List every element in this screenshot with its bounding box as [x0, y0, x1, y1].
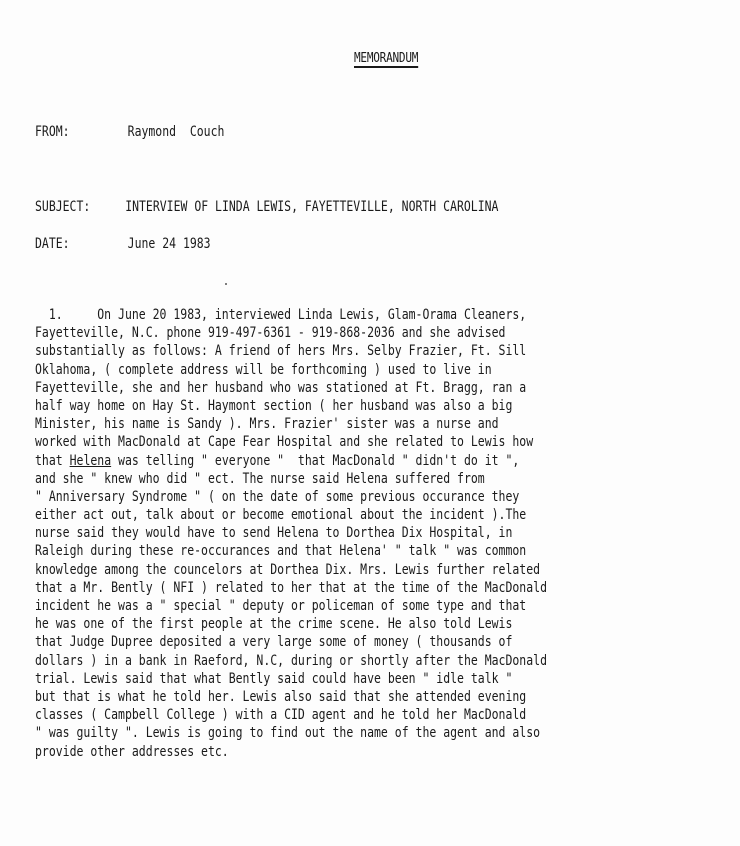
date-value: June 24 1983	[127, 236, 211, 252]
body-line: that Judge Dupree deposited a very large some of money ( thousands of	[35, 634, 513, 651]
underlined-name-helena: Helena	[69, 452, 112, 469]
body-line: either act out, talk about or become emotional about the incident ).The	[35, 507, 527, 524]
body-line: incident he was a " special " deputy or policeman of some type and that	[35, 598, 527, 614]
body-line: and she " knew who did " ect. The nurse said Helena suffered from	[35, 470, 485, 487]
memo-title: MEMORANDUM	[354, 50, 419, 66]
date-field	[35, 236, 211, 252]
body-line: " was guilty ". Lewis is going to find out the name of the agent and also	[35, 725, 541, 742]
memo-body-paragraph	[35, 306, 699, 761]
from-field	[35, 124, 224, 140]
body-line: that a Mr. Bently ( NFI ) related to her that at the time of the MacDonald	[35, 579, 547, 596]
from-label: FROM:	[35, 124, 70, 140]
body-line: Minister, his name is Sandy ). Mrs. Frazier' sister was a nurse and	[35, 416, 499, 433]
body-line: worked with MacDonald at Cape Fear Hospital and she related to Lewis how	[35, 434, 534, 451]
body-line: half way home on Hay St. Haymont section ( her husband was also a big	[35, 397, 513, 414]
body-line: Fayetteville, she and her husband who was stationed at Ft. Bragg, ran a	[35, 379, 527, 396]
body-line: but that is what he told her. Lewis also said that she attended evening	[35, 688, 527, 705]
body-line: " Anniversary Syndrome " ( on the date of some previous occurance they	[35, 488, 520, 505]
subject-field	[35, 199, 498, 215]
from-value: Raymond Couch	[127, 124, 225, 140]
body-line-prefix: that	[35, 452, 70, 469]
body-line-suffix: was telling " everyone " that MacDonald " didn't do it ",	[111, 452, 520, 469]
body-line: Fayetteville, N.C. phone 919-497-6361 - 919-868-2036 and she advised	[35, 325, 506, 342]
body-line: provide other addresses etc.	[35, 743, 229, 760]
body-line: substantially as follows: A friend of hers Mrs. Selby Frazier, Ft. Sill	[35, 343, 527, 360]
body-line: knowledge among the councelors at Dorthea Dix. Mrs. Lewis further related	[35, 561, 541, 578]
body-line: classes ( Campbell College ) with a CID agent and he told her MacDonald	[35, 707, 527, 724]
body-line-helena	[35, 452, 699, 470]
subject-value: INTERVIEW OF LINDA LEWIS, FAYETTEVILLE, NORTH CAROLINA	[125, 199, 499, 215]
body-line: nurse said they would have to send Helena to Dorthea Dix Hospital, in	[35, 525, 513, 542]
subject-label: SUBJECT:	[35, 199, 91, 215]
stray-mark	[225, 283, 227, 285]
body-line: he was one of the first people at the crime scene. He also told Lewis	[35, 616, 513, 633]
body-line: dollars ) in a bank in Raeford, N.C, during or shortly after the MacDonald	[35, 652, 547, 669]
body-line: Raleigh during these re-occurances and that Helena' " talk " was common	[35, 543, 527, 560]
body-line: trial. Lewis said that what Bently said could have been " idle talk "	[35, 670, 513, 687]
body-line: Oklahoma, ( complete address will be forthcoming ) used to live in	[35, 361, 492, 378]
date-label: DATE:	[35, 236, 70, 252]
body-line: 1. On June 20 1983, interviewed Linda Lewis, Glam-Orama Cleaners,	[35, 307, 527, 323]
